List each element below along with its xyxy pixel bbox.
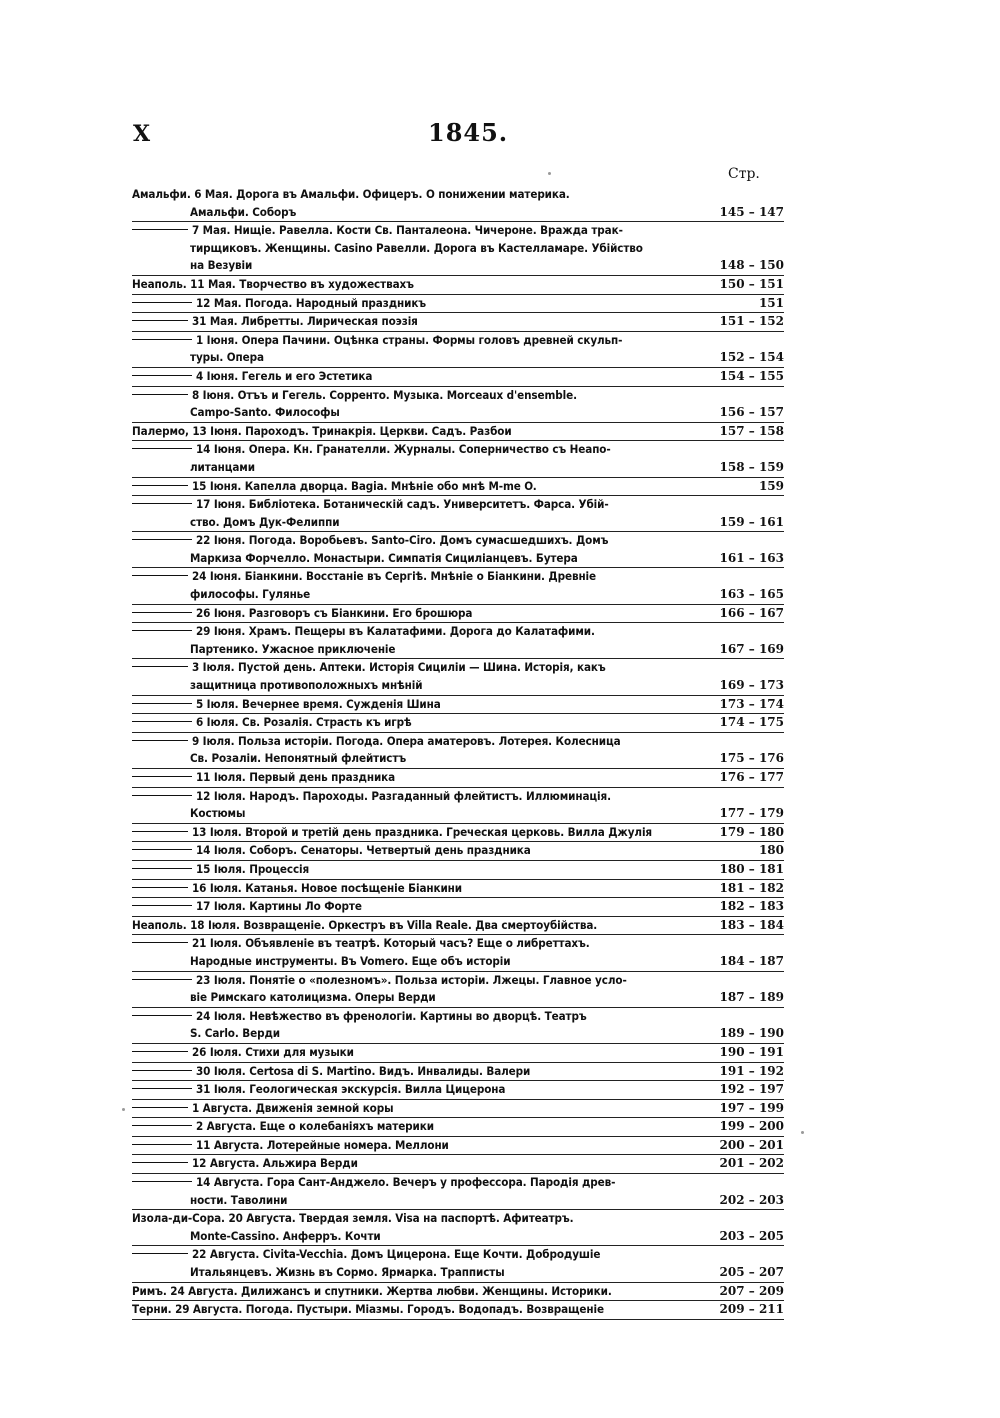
paper-speck [548,172,551,175]
ditto-dash [132,776,192,777]
ditto-dash [132,630,192,631]
toc-entry-line [132,1264,690,1282]
ditto-dash [132,1088,192,1089]
toc-entry-line [132,478,690,496]
toc-entry-pages: 207 – 209 [719,1283,784,1298]
toc-entry [132,935,784,971]
ditto-dash [132,1125,192,1126]
ditto-dash [132,887,188,888]
toc-entry-pages: 175 – 176 [719,751,784,766]
toc-entry-line [132,459,690,477]
toc-entry-text: 6 Іюля. Св. Розалія. Страсть къ игрѣ [196,715,412,730]
toc-entry-pages: 203 – 205 [719,1228,784,1243]
toc-entry-text: тирщиковъ. Женщины. Casino Равелли. Дорога въ Кастелламаре. Убійство [190,240,643,255]
toc-entry [132,1008,784,1044]
toc-entry-text: 17 Іюня. Библіотека. Ботаническій садъ. Университетъ. Фарса. Убій- [196,497,609,512]
toc-entry-pages: 190 – 191 [719,1044,784,1059]
toc-entry-text: 5 Іюля. Вечернее время. Сужденія Шина [196,696,441,711]
toc-entry-pages: 182 – 183 [719,899,784,914]
ditto-dash [132,1015,192,1016]
toc-entry-text: 26 Іюня. Разговоръ съ Біанкини. Его брошюра [196,605,473,620]
toc-entry-pages: 151 – 152 [719,314,784,329]
toc-entry [132,332,784,368]
toc-entry-line [132,204,690,222]
toc-entry-pages: 154 – 155 [719,368,784,383]
toc-entry-line [132,532,690,550]
toc-entry [132,1210,784,1246]
toc-entry-text: 17 Іюля. Картины Ло Форте [196,899,362,914]
toc-entry-line [132,696,690,714]
ditto-dash [132,339,192,340]
toc-entry-text: 8 Іюня. Отъъ и Гегель. Сорренто. Музыка. Morceaux d'ensemble. [192,387,577,402]
toc-entry [132,313,784,332]
toc-entry-line [132,222,690,240]
toc-entry-text: 13 Іюля. Второй и третій день праздника. Греческая церковь. Вилла Джулія [192,824,653,839]
ditto-dash [132,612,192,613]
toc-entry-pages: 157 – 158 [719,423,784,438]
toc-entry [132,532,784,568]
toc-entry-line [132,805,690,823]
table-of-contents [132,186,784,1320]
toc-entry-line [132,1228,690,1246]
toc-entry-line [132,1081,690,1099]
toc-entry-pages: 187 – 189 [719,990,784,1005]
toc-entry [132,623,784,659]
toc-entry-pages: 167 – 169 [719,641,784,656]
toc-entry-line [132,898,690,916]
toc-entry-pages: 183 – 184 [719,917,784,932]
toc-entry-pages: 202 – 203 [719,1192,784,1207]
toc-entry-line [132,824,690,842]
toc-entry-line [132,1283,690,1301]
toc-entry-line [132,842,690,860]
toc-entry-text: 21 Іюля. Объявленіе въ театрѣ. Который часъ? Еще о либреттахъ. [192,936,590,951]
toc-entry-line [132,514,690,532]
toc-entry [132,1155,784,1174]
toc-entry-text: 24 Іюня. Біанкини. Восстаніе въ Сергіѣ. Мнѣніе о Біанкини. Древніе [192,569,597,584]
toc-entry [132,368,784,387]
toc-entry-pages: 191 – 192 [719,1063,784,1078]
pages-column-header: Стр. [728,166,760,182]
toc-entry-line [132,659,690,677]
toc-entry-line [132,257,690,275]
toc-entry-text: Амальфи. 6 Мая. Дорога въ Амальфи. Офицеръ. О понижении материка. [132,187,570,201]
ditto-dash [132,1107,188,1108]
toc-entry-line [132,1044,690,1062]
toc-entry-line [132,1008,690,1026]
toc-entry-text: 15 Іюня. Капелла дворца. Bagia. Мнѣніе обо мнѣ М-me O. [192,478,537,493]
toc-entry-line [132,989,690,1007]
toc-entry [132,568,784,604]
toc-entry-text: 31 Мая. Либретты. Лирическая поэзія [192,314,418,329]
toc-entry-text: 7 Мая. Нищіе. Равелла. Кости Св. Панталеона. Чичероне. Вражда трак- [192,223,623,238]
toc-entry-pages: 161 – 163 [719,550,784,565]
toc-entry-text: 22 Іюня. Погода. Воробьевъ. Santo-Ciro. Домъ сумасшедшихъ. Домъ [196,533,609,548]
toc-entry-line [132,1246,690,1264]
toc-entry-line [132,550,690,568]
toc-entry-pages: 156 – 157 [719,405,784,420]
toc-entry-text: 11 Іюля. Первый день праздника [196,770,396,784]
ditto-dash [132,1070,192,1071]
toc-entry-line [132,750,690,768]
toc-entry-pages: 176 – 177 [719,770,784,784]
toc-entry-text: на Везувіи [190,258,253,273]
toc-entry-line [132,295,690,313]
toc-entry-line [132,368,690,386]
toc-entry-text: 12 Августа. Альжира Верди [192,1156,358,1171]
toc-entry-text: литанцами [190,459,255,474]
toc-entry-text: 2 Августа. Еще о колебаніяхъ материки [196,1119,434,1134]
toc-entry-line [132,605,690,623]
ditto-dash [132,831,188,832]
toc-entry-pages: 166 – 167 [719,605,784,620]
toc-entry [132,1283,784,1302]
ditto-dash [132,795,192,796]
toc-entry [132,659,784,695]
toc-entry-pages: 180 [758,843,784,858]
toc-entry-line [132,349,690,367]
toc-entry [132,1100,784,1119]
paper-speck [801,1131,804,1134]
toc-entry-line [132,953,690,971]
toc-entry-text: 9 Іюля. Польза исторіи. Погода. Опера аматеровъ. Лотерея. Колесница [192,733,621,748]
toc-entry-line [132,1301,690,1319]
ditto-dash [132,979,192,980]
toc-entry-text: защитница противоположныхъ мнѣній [190,678,423,693]
toc-entry-pages: 173 – 174 [719,696,784,711]
toc-entry-text: 24 Іюля. Невѣжество въ френологіи. Картины во дворцѣ. Театръ [196,1008,587,1023]
toc-entry-text: Св. Розаліи. Непонятный флейтистъ [190,751,407,766]
ditto-dash [132,849,192,850]
toc-entry-line [132,404,690,422]
ditto-dash [132,448,192,449]
toc-entry-line [132,423,690,441]
toc-entry-text: 29 Іюня. Храмъ. Пещеры въ Калатафими. Дорога до Калатафими. [196,624,595,639]
ditto-dash [132,1253,188,1254]
toc-entry-line [132,1192,690,1210]
toc-entry-text: Костюмы [190,806,246,821]
toc-entry-line [132,387,690,405]
toc-entry-text: 1 Іюня. Опера Пачини. Оцѣнка страны. Формы головъ древней скульп- [196,332,623,347]
toc-entry [132,898,784,917]
toc-entry-text: Партенико. Ужасное приключеніе [190,641,396,656]
toc-entry-pages: 180 – 181 [719,861,784,876]
ditto-dash [132,320,188,321]
toc-entry-text: 16 Іюля. Катанья. Новое посѣщеніе Біанкини [192,880,462,895]
ditto-dash [132,942,188,943]
toc-entry-line [132,441,690,459]
toc-entry [132,769,784,788]
toc-entry [132,423,784,442]
toc-entry-text: Campo-Santo. Философы [190,405,340,420]
toc-entry-line [132,1025,690,1043]
toc-entry-pages: 184 – 187 [719,953,784,968]
toc-entry [132,714,784,733]
toc-entry-text: Народные инструменты. Въ Vomero. Еще объ исторіи [190,953,511,968]
ditto-dash [132,539,192,540]
toc-entry [132,1044,784,1063]
toc-entry [132,1246,784,1282]
ditto-dash [132,394,188,395]
toc-entry-line [132,186,690,204]
toc-entry [132,824,784,843]
toc-entry-text: S. Carlo. Верди [190,1026,280,1041]
toc-entry-pages: 209 – 211 [719,1302,784,1317]
toc-entry-text: 22 Августа. Civita-Vecchia. Домъ Цицерона. Еще Кочти. Добродушіе [192,1247,601,1262]
toc-entry-text: 3 Іюля. Пустой день. Аптеки. Исторія Сициліи — Шина. Исторія, какъ [192,660,606,675]
toc-entry-text: туры. Опера [190,350,264,365]
toc-entry-pages: 150 – 151 [719,276,784,291]
ditto-dash [132,703,192,704]
toc-entry-text: философы. Гулянье [190,587,311,602]
toc-entry [132,186,784,222]
toc-entry-pages: 159 – 161 [719,514,784,529]
toc-entry [132,276,784,295]
toc-entry-pages: 201 – 202 [719,1156,784,1171]
toc-entry-pages: 189 – 190 [719,1026,784,1041]
ditto-dash [132,721,192,722]
toc-entry-text: 26 Іюля. Стихи для музыки [192,1044,354,1059]
toc-entry [132,605,784,624]
toc-entry-text: 14 Іюля. Соборъ. Сенаторы. Четвертый день праздника [196,843,531,858]
toc-entry-text: Изола-ди-Сора. 20 Августа. Твердая земля. Visa на паспортѣ. Афитеатръ. [132,1211,574,1226]
toc-entry [132,222,784,276]
toc-entry-pages: 174 – 175 [719,715,784,730]
toc-entry-line [132,1174,690,1192]
toc-entry-text: 14 Августа. Гора Сант-Анджело. Вечеръ у профессора. Пародія древ- [196,1175,616,1190]
toc-entry-text: ности. Таволини [190,1192,288,1207]
ditto-dash [132,575,188,576]
toc-entry [132,696,784,715]
toc-entry [132,387,784,423]
toc-entry-pages: 200 – 201 [719,1137,784,1152]
toc-entry-text: 1 Августа. Движенія земной коры [192,1100,394,1115]
ditto-dash [132,485,188,486]
toc-entry [132,733,784,769]
toc-entry-line [132,586,690,604]
toc-entry-pages: 192 – 197 [719,1082,784,1097]
toc-entry-pages: 148 – 150 [719,258,784,273]
toc-entry-line [132,332,690,350]
ditto-dash [132,1181,192,1182]
toc-entry [132,496,784,532]
toc-entry-line [132,1155,690,1173]
ditto-dash [132,666,188,667]
toc-entry-text: Неаполь. 11 Мая. Творчество въ художествахъ [132,276,414,291]
toc-entry-line [132,861,690,879]
toc-entry-text: 23 Іюля. Понятіе о «полезномъ». Польза исторіи. Лжецы. Главное усло- [196,972,627,987]
toc-entry-line [132,623,690,641]
toc-entry-pages: 158 – 159 [719,459,784,474]
toc-entry-text: Амальфи. Соборъ [190,204,297,219]
toc-entry-line [132,1100,690,1118]
toc-entry-line [132,677,690,695]
toc-entry-text: 14 Іюня. Опера. Кн. Гранателли. Журналы. Соперничество съ Неапо- [196,442,611,457]
toc-entry [132,1118,784,1137]
toc-entry-text: 31 Іюля. Геологическая экскурсія. Вилла Цицерона [196,1082,506,1097]
ditto-dash [132,1162,188,1163]
toc-entry-text: 15 Іюля. Процессія [196,861,310,876]
toc-entry-line [132,641,690,659]
toc-entry-text: 12 Мая. Погода. Народный праздникъ [196,295,427,310]
toc-entry [132,861,784,880]
toc-entry-text: 30 Іюля. Certosa di S. Martino. Видъ. Инвалиды. Валери [196,1063,531,1078]
toc-entry [132,1301,784,1320]
toc-entry-text: 4 Іюня. Гегель и его Эстетика [196,368,373,383]
toc-entry [132,1063,784,1082]
toc-entry [132,972,784,1008]
toc-entry-pages: 177 – 179 [719,806,784,821]
toc-entry [132,441,784,477]
toc-entry-pages: 169 – 173 [719,678,784,693]
toc-entry-line [132,1210,690,1228]
ditto-dash [132,503,192,504]
toc-entry [132,842,784,861]
toc-entry-line [132,972,690,990]
toc-entry [132,1081,784,1100]
toc-entry-text: Терни. 29 Августа. Погода. Пустыри. Міазмы. Городъ. Водопадъ. Возвращеніе [132,1302,604,1317]
toc-entry-line [132,240,690,258]
toc-entry-pages: 145 – 147 [719,204,784,219]
page-section-letter: X [133,121,151,147]
toc-entry-text: Палермо, 13 Іюня. Пароходъ. Тринакрія. Церкви. Садъ. Разбои [132,423,512,438]
toc-entry-pages: 163 – 165 [719,587,784,602]
ditto-dash [132,229,188,230]
toc-entry-line [132,1137,690,1155]
toc-entry-text: 11 Августа. Лотерейные номера. Меллони [196,1137,449,1152]
page-year-title: 1845. [428,118,509,147]
toc-entry [132,1174,784,1210]
toc-entry-line [132,496,690,514]
ditto-dash [132,868,192,869]
ditto-dash [132,740,188,741]
toc-entry-line [132,769,690,787]
toc-entry [132,1137,784,1156]
toc-entry-text: Итальянцевъ. Жизнь въ Сормо. Ярмарка. Трапписты [190,1265,505,1280]
toc-entry [132,917,784,936]
ditto-dash [132,375,192,376]
toc-entry [132,295,784,314]
ditto-dash [132,302,192,303]
ditto-dash [132,905,192,906]
toc-entry-line [132,276,690,294]
toc-entry-line [132,1063,690,1081]
toc-entry-line [132,313,690,331]
toc-entry-pages: 151 [758,295,784,310]
toc-entry-text: віе Римскаго католицизма. Оперы Верди [190,990,436,1005]
toc-entry-text: 12 Іюля. Народъ. Пароходы. Разгаданный флейтистъ. Иллюминація. [196,788,611,803]
toc-entry-text: Неаполь. 18 Іюля. Возвращеніе. Оркестръ въ Villa Reale. Два смертоубійства. [132,917,598,932]
toc-entry-pages: 179 – 180 [719,824,784,839]
ditto-dash [132,1051,188,1052]
toc-entry-line [132,714,690,732]
toc-entry-text: Римъ. 24 Августа. Дилижансъ и спутники. Жертва любви. Женщины. Историки. [132,1283,612,1298]
toc-entry-text: ство. Домъ Дук-Фелиппи [190,514,340,529]
toc-entry-pages: 205 – 207 [719,1265,784,1280]
toc-entry-pages: 159 [758,478,784,493]
toc-entry [132,880,784,899]
toc-entry [132,478,784,497]
toc-entry-line [132,935,690,953]
paper-speck [122,1108,125,1111]
toc-entry-pages: 199 – 200 [719,1119,784,1134]
ditto-dash [132,1144,192,1145]
toc-entry [132,788,784,824]
toc-entry-pages: 197 – 199 [719,1100,784,1115]
toc-entry-pages: 181 – 182 [719,880,784,895]
toc-entry-text: Monte-Cassino. Анферръ. Кочти [190,1228,381,1243]
toc-entry-text: Маркиза Форчелло. Монастыри. Симпатія Сициліанцевъ. Бутера [190,550,578,565]
toc-entry-line [132,917,690,935]
toc-entry-line [132,568,690,586]
toc-entry-pages: 152 – 154 [719,350,784,365]
toc-entry-line [132,880,690,898]
toc-entry-line [132,1118,690,1136]
toc-entry-line [132,733,690,751]
toc-entry-line [132,788,690,806]
